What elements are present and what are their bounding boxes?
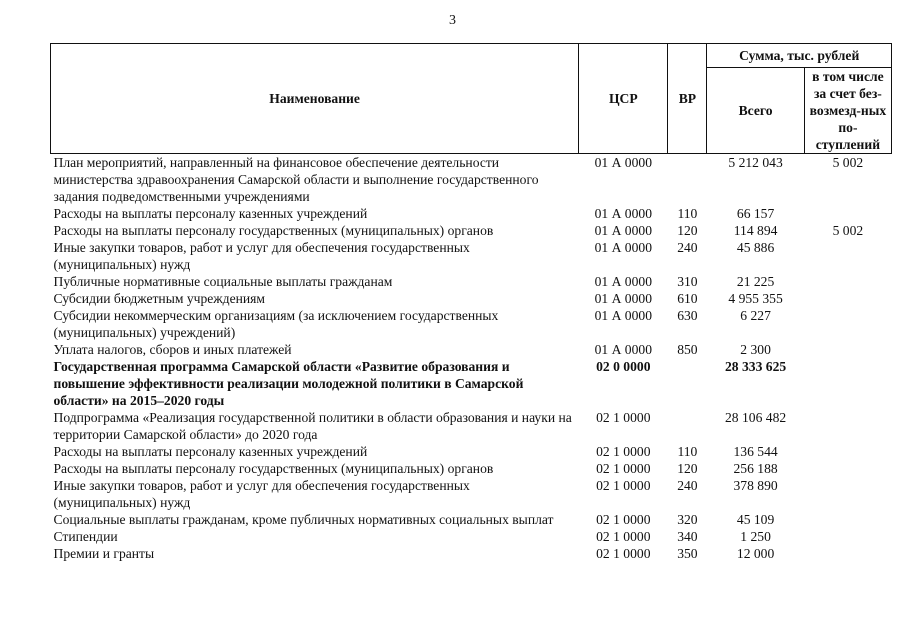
table-row — [51, 460, 892, 477]
table-row — [51, 290, 892, 307]
table-row — [51, 477, 892, 511]
row-name: Субсидии некоммерческим организациям (за исключением государственных (муниципальных) учреждений) — [53, 308, 499, 340]
row-vr: 320 — [677, 512, 698, 527]
header-csr: ЦСР — [579, 44, 668, 154]
row-free-receipts — [804, 341, 891, 358]
row-total: 256 188 — [733, 461, 778, 476]
row-free-receipts: 5 002 — [832, 155, 864, 170]
row-free-receipts — [804, 477, 891, 511]
row-csr: 02 1 0000 — [596, 546, 651, 561]
row-csr: 01 А 0000 — [594, 206, 652, 221]
budget-table — [50, 43, 892, 562]
row-name: Стипендии — [53, 529, 118, 544]
header-total: Всего — [707, 68, 804, 154]
header-free-receipts: в том числе за счет без-возмезд-ных по-ступлений — [804, 68, 891, 154]
row-total: 45 109 — [736, 512, 775, 527]
table-row — [51, 409, 892, 443]
row-csr: 01 А 0000 — [594, 342, 652, 357]
row-name: Социальные выплаты гражданам, кроме публичных нормативных социальных выплат — [53, 512, 554, 527]
row-csr: 01 А 0000 — [594, 240, 652, 255]
row-csr: 02 0 0000 — [596, 359, 651, 374]
row-free-receipts — [804, 239, 891, 273]
row-free-receipts — [804, 205, 891, 222]
row-name: Расходы на выплаты персоналу казенных учреждений — [53, 206, 368, 221]
row-vr: 240 — [677, 240, 698, 255]
row-name: Государственная программа Самарской области «Развитие образования и повышение эффективности реализации молодежной политики в Самарской области» на 2015–2020 годы — [53, 359, 524, 408]
table-row — [51, 443, 892, 460]
row-free-receipts — [804, 307, 891, 341]
row-total: 45 886 — [736, 240, 775, 255]
row-csr: 01 А 0000 — [594, 291, 652, 306]
row-name: Публичные нормативные социальные выплаты гражданам — [53, 274, 393, 289]
table-row — [51, 205, 892, 222]
row-free-receipts — [804, 358, 891, 409]
table-header — [51, 44, 892, 154]
row-total: 12 000 — [736, 546, 775, 561]
row-free-receipts — [804, 460, 891, 477]
row-vr: 340 — [677, 529, 698, 544]
row-total: 28 106 482 — [725, 410, 787, 425]
header-sum-group: Сумма, тыс. рублей — [707, 44, 892, 68]
row-total: 136 544 — [733, 444, 778, 459]
row-vr — [668, 409, 707, 443]
row-total: 28 333 625 — [725, 359, 787, 374]
row-csr: 01 А 0000 — [594, 223, 652, 238]
table-body — [51, 154, 892, 563]
page-number: 3 — [449, 13, 456, 28]
row-free-receipts — [804, 290, 891, 307]
row-free-receipts — [804, 409, 891, 443]
row-total: 2 300 — [740, 342, 771, 357]
row-name: Расходы на выплаты персоналу государственных (муниципальных) органов — [53, 461, 494, 476]
row-vr: 630 — [677, 308, 698, 323]
row-name: Уплата налогов, сборов и иных платежей — [53, 342, 292, 357]
table-row — [51, 341, 892, 358]
row-vr: 350 — [677, 546, 698, 561]
table-row — [51, 545, 892, 562]
table-row — [51, 511, 892, 528]
row-total: 378 890 — [733, 478, 778, 493]
row-free-receipts — [804, 545, 891, 562]
row-csr: 02 1 0000 — [596, 444, 651, 459]
row-total: 1 250 — [740, 529, 771, 544]
header-vr: ВР — [668, 44, 707, 154]
row-free-receipts — [804, 528, 891, 545]
row-total: 5 212 043 — [728, 155, 783, 170]
row-free-receipts: 5 002 — [832, 223, 864, 238]
row-name: План мероприятий, направленный на финансовое обеспечение деятельности министерства здравоохранения Самарской области и выполнение государственного задания подведомственными учреждениями — [53, 155, 539, 204]
row-total: 4 955 355 — [728, 291, 783, 306]
row-vr — [668, 358, 707, 409]
row-name: Премии и гранты — [53, 546, 155, 561]
row-csr: 02 1 0000 — [596, 529, 651, 544]
row-vr: 120 — [677, 461, 698, 476]
row-vr: 110 — [677, 206, 698, 221]
table-row — [51, 273, 892, 290]
row-vr: 310 — [677, 274, 698, 289]
table-row — [51, 239, 892, 273]
table-row — [51, 222, 892, 239]
row-total: 114 894 — [733, 223, 778, 238]
row-total: 6 227 — [740, 308, 771, 323]
row-name: Расходы на выплаты персоналу государственных (муниципальных) органов — [53, 223, 494, 238]
row-name: Иные закупки товаров, работ и услуг для обеспечения государственных (муниципальных) нужд — [53, 478, 470, 510]
row-vr: 850 — [677, 342, 698, 357]
row-vr: 110 — [677, 444, 698, 459]
row-csr: 01 А 0000 — [594, 155, 652, 170]
row-csr: 02 1 0000 — [596, 512, 651, 527]
row-name: Иные закупки товаров, работ и услуг для обеспечения государственных (муниципальных) нужд — [53, 240, 470, 272]
row-vr — [668, 154, 707, 206]
row-name: Расходы на выплаты персоналу казенных учреждений — [53, 444, 368, 459]
row-csr: 01 А 0000 — [594, 308, 652, 323]
row-vr: 120 — [677, 223, 698, 238]
row-name: Субсидии бюджетным учреждениям — [53, 291, 266, 306]
row-total: 21 225 — [736, 274, 775, 289]
row-free-receipts — [804, 273, 891, 290]
row-free-receipts — [804, 443, 891, 460]
table-row — [51, 307, 892, 341]
row-vr: 610 — [677, 291, 698, 306]
row-total: 66 157 — [736, 206, 775, 221]
row-csr: 01 А 0000 — [594, 274, 652, 289]
table-row — [51, 154, 892, 206]
row-free-receipts — [804, 511, 891, 528]
row-csr: 02 1 0000 — [596, 461, 651, 476]
row-vr: 240 — [677, 478, 698, 493]
table-row — [51, 528, 892, 545]
row-name: Подпрограмма «Реализация государственной политики в области образования и науки на территории Самарской области» до 2020 года — [53, 410, 572, 442]
table-row — [51, 358, 892, 409]
row-csr: 02 1 0000 — [596, 410, 651, 425]
row-csr: 02 1 0000 — [596, 478, 651, 493]
header-name: Наименование — [51, 44, 579, 154]
